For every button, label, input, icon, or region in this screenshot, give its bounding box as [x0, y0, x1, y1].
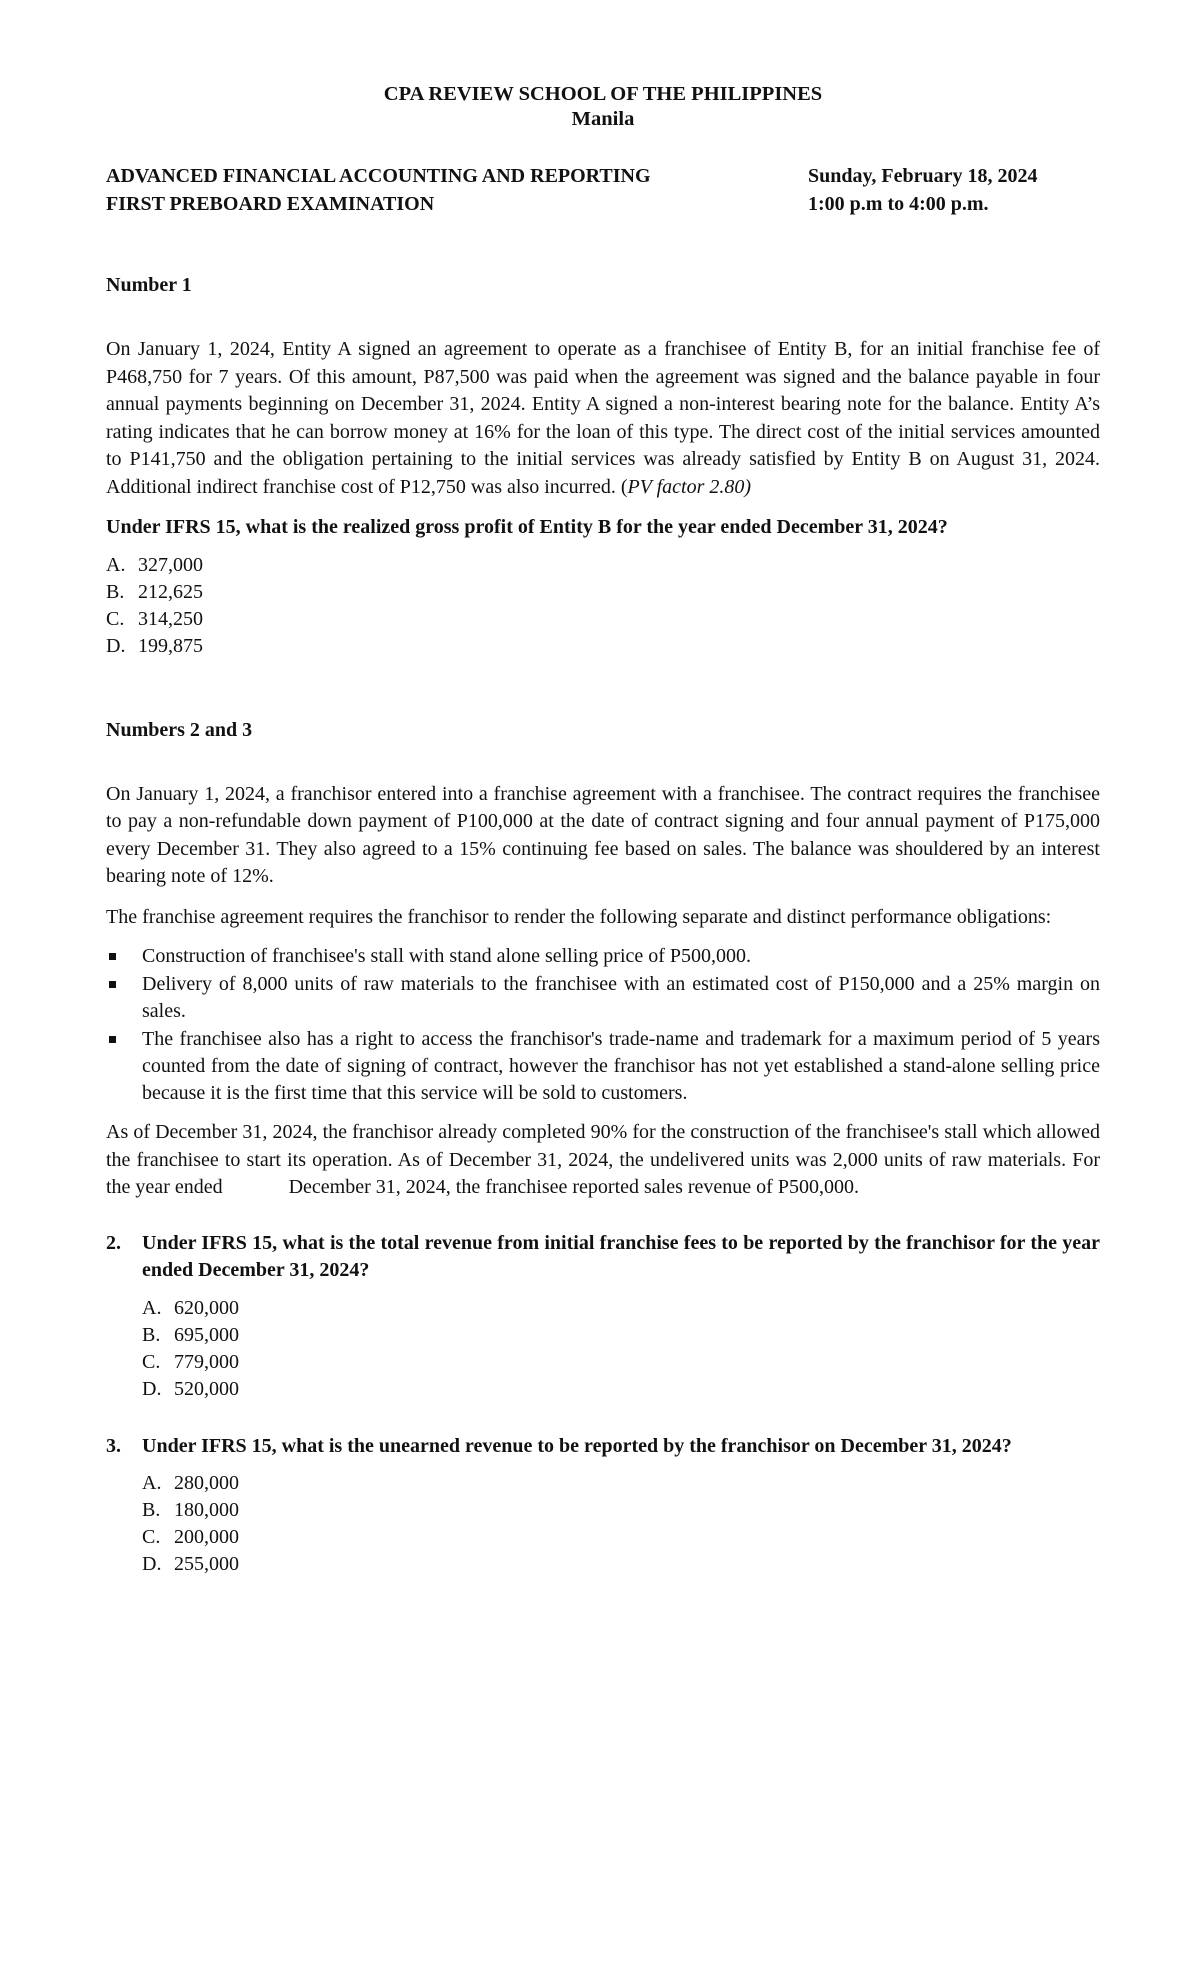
option: [142, 1497, 1100, 1524]
option-letter: A.: [142, 1296, 162, 1319]
option-letter: C.: [106, 607, 125, 630]
subject-title: ADVANCED FINANCIAL ACCOUNTING AND REPORTING: [106, 165, 651, 187]
option: [142, 1551, 1100, 1578]
option: [142, 1322, 1100, 1349]
option-value: 212,625: [138, 580, 203, 603]
problem-2-paragraph-2: The franchise agreement requires the franchisor to render the following separate and distinct performance obligations:: [106, 905, 1052, 928]
question-3-options: [142, 1470, 1100, 1578]
performance-obligations-list: [106, 943, 1100, 1107]
problem-1-text: On January 1, 2024, Entity A signed an agreement to operate as a franchisee of Entity B, for an initial franchise fee of P468,750 for 7 years. Of this amount, P87,500 was paid when the agreement was signed and the balance payable in four annual payments beginning on December 31, 2024. Entity A signed a non-interest bearing note for the balance. Entity A’s rating indicates that he can borrow money at 16% for the loan of this type. The direct cost of the initial services amounted to P141,750 and the obligation pertaining to the initial services was already satisfied by Entity B on August 31, 2024. Additional indirect franchise cost of P12,750 was also incurred. (: [106, 338, 1100, 498]
option-value: 280,000: [174, 1472, 239, 1494]
option-value: 520,000: [174, 1377, 239, 1400]
paragraph-3-part-b: December 31, 2024, the franchisee reported sales revenue of P500,000.: [288, 1176, 859, 1198]
option-value: 779,000: [174, 1350, 239, 1373]
question-number: 3.: [106, 1434, 121, 1457]
bullet-text: Construction of franchisee's stall with stand alone selling price of P500,000.: [142, 945, 752, 967]
option: [106, 633, 1100, 660]
option: [106, 606, 1100, 633]
question-1: Under IFRS 15, what is the realized gross profit of Entity B for the year ended December 31, 2024?: [106, 516, 948, 538]
bullet-text: Delivery of 8,000 units of raw materials to the franchisee with an estimated cost of P150,000 and a 25% margin on sales.: [142, 973, 1100, 1022]
exam-title-block: [106, 162, 651, 218]
option-value: 200,000: [174, 1526, 239, 1548]
option: [142, 1295, 1100, 1322]
option-letter: B.: [142, 1499, 161, 1521]
option-letter: A.: [106, 553, 126, 576]
question-2-options: [142, 1295, 1100, 1403]
option-letter: D.: [142, 1553, 162, 1575]
option-value: 314,250: [138, 607, 203, 630]
option-letter: B.: [142, 1323, 161, 1346]
problem-2-paragraph-1: On January 1, 2024, a franchisor entered into a franchise agreement with a franchisee. The contract requires the franchisee to pay a non-refundable down payment of P100,000 at the date of contract signing and four annual payment of P175,000 every December 31. They also agreed to a 15% continuing fee based on sales. The balance was shouldered by an interest bearing note of 12%.: [106, 782, 1100, 887]
question-3: [106, 1433, 1100, 1461]
list-item: [106, 1026, 1100, 1107]
list-item: [106, 943, 1100, 970]
paragraph-3-part-a: As of December 31, 2024, the franchisor already completed 90% for the construction of the franchisee's stall which allowed the franchisee to start its operation. As of December 31, 2024, the undelivered units was 2,000 units of raw materials. For the year ended: [106, 1121, 1100, 1198]
option-letter: A.: [142, 1472, 162, 1494]
exam-schedule: [808, 162, 1100, 218]
option-value: 327,000: [138, 553, 203, 576]
exam-date: Sunday, February 18, 2024: [808, 165, 1038, 187]
bullet-square-icon: [109, 981, 116, 988]
section-title-numbers-2-3: Numbers 2 and 3: [106, 718, 253, 741]
question-2: [106, 1230, 1100, 1285]
option-letter: C.: [142, 1350, 161, 1373]
bullet-square-icon: [109, 1036, 116, 1043]
option-value: 199,875: [138, 634, 203, 657]
school-name: CPA REVIEW SCHOOL OF THE PHILIPPINES: [383, 83, 823, 105]
option-value: 255,000: [174, 1553, 239, 1575]
option-value: 180,000: [174, 1499, 239, 1521]
exam-time: 1:00 p.m to 4:00 p.m.: [808, 193, 989, 215]
section-title-number-1: Number 1: [106, 274, 192, 296]
option: [142, 1376, 1100, 1403]
bullet-square-icon: [109, 953, 116, 960]
option: [106, 552, 1100, 579]
option: [142, 1349, 1100, 1376]
option: [142, 1470, 1100, 1497]
bullet-text: The franchisee also has a right to access the franchisor's trade-name and trademark for a maximum period of 5 years counted from the date of signing of contract, however the franchisor has not yet established a stand-alone selling price because it is the first time that this service will be sold to customers.: [142, 1028, 1100, 1104]
option-letter: B.: [106, 580, 125, 603]
option-letter: C.: [142, 1526, 161, 1548]
pv-factor-note: PV factor 2.80): [627, 475, 752, 498]
exam-page: [106, 82, 1100, 1578]
question-text: Under IFRS 15, what is the total revenue from initial franchise fees to be reported by the franchisor for the year ended December 31, 2024?: [142, 1231, 1100, 1281]
problem-1-paragraph: [106, 336, 1100, 501]
exam-title: FIRST PREBOARD EXAMINATION: [106, 193, 435, 215]
option-letter: D.: [142, 1377, 162, 1400]
question-number: 2.: [106, 1231, 121, 1254]
option: [106, 579, 1100, 606]
exam-header: [106, 162, 1100, 218]
list-item: [106, 971, 1100, 1025]
option: [142, 1524, 1100, 1551]
option-value: 695,000: [174, 1323, 239, 1346]
option-letter: D.: [106, 634, 126, 657]
question-1-options: [106, 552, 1100, 660]
question-text: Under IFRS 15, what is the unearned revenue to be reported by the franchisor on December 31, 2024?: [142, 1434, 1012, 1457]
school-city: Manila: [571, 108, 635, 130]
option-value: 620,000: [174, 1296, 239, 1319]
problem-2-paragraph-3: [106, 1119, 1100, 1202]
